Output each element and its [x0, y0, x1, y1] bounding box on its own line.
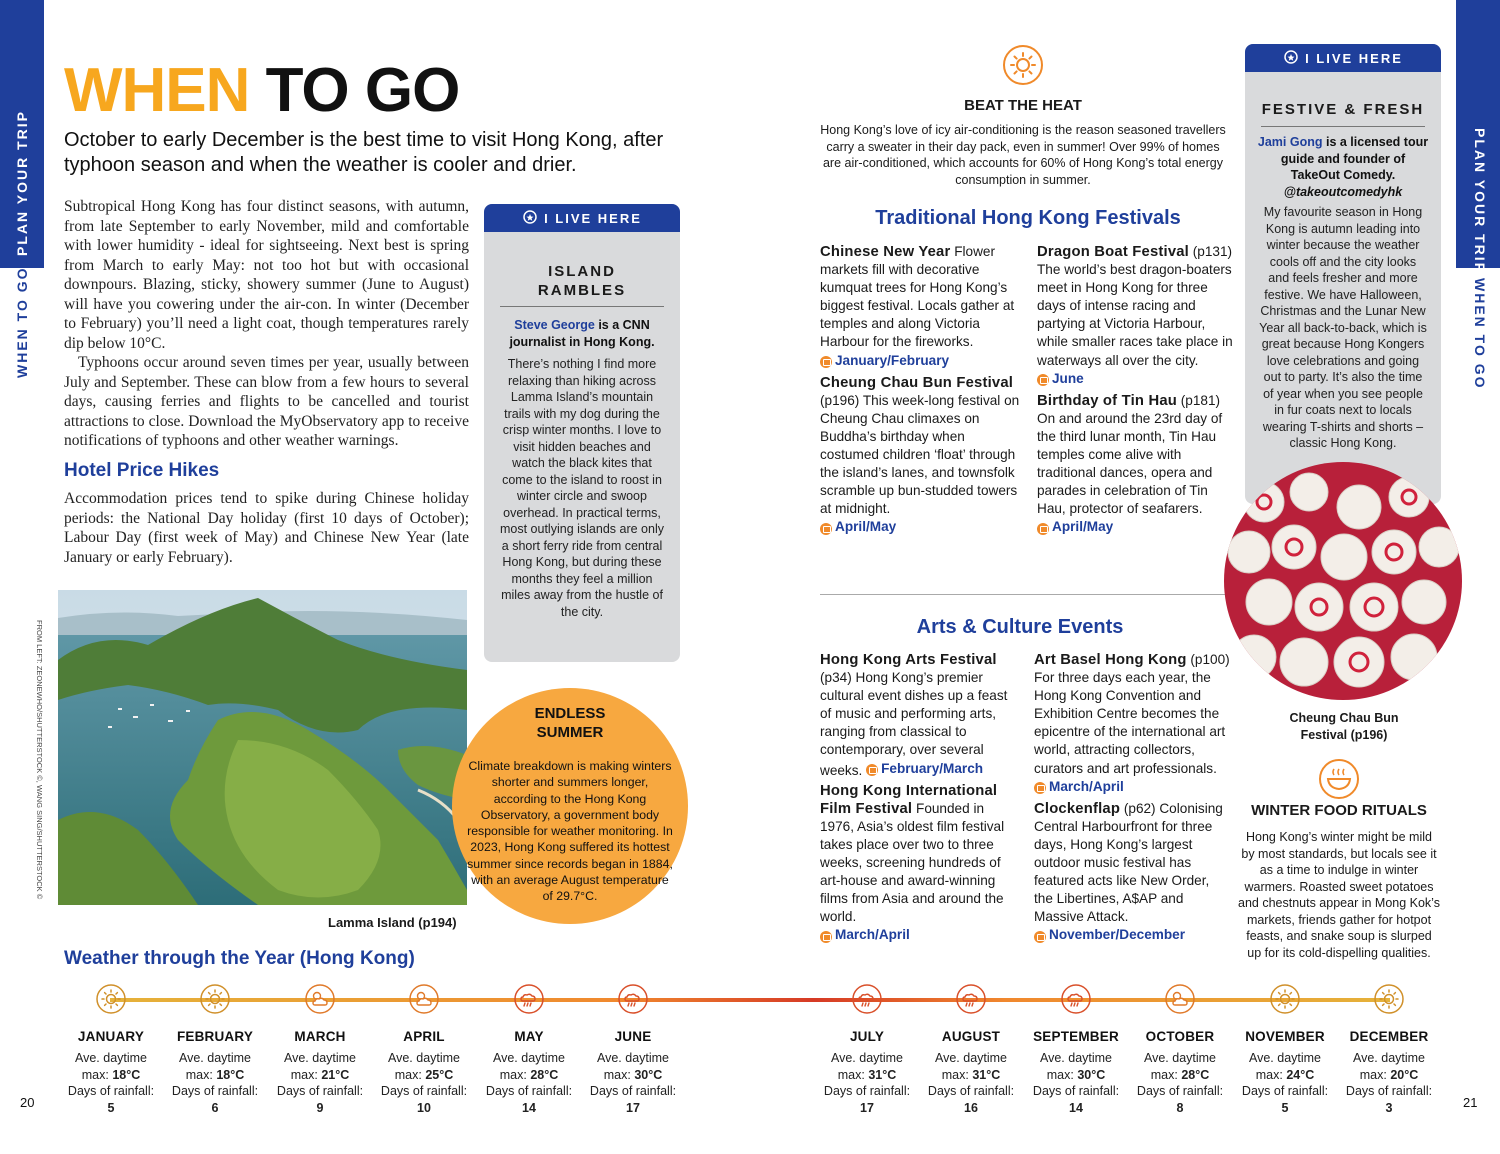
calendar-icon	[866, 764, 878, 776]
side-tab-plan-label: PLAN YOUR TRIP	[14, 110, 30, 256]
festival-when	[820, 518, 896, 536]
rain-label: Days of rainfall:	[1032, 1084, 1120, 1098]
event-date: November/December	[1049, 927, 1185, 943]
weather-month-march	[265, 984, 375, 1116]
contributor-name: Steve George	[514, 318, 595, 332]
title-line: RAMBLES	[537, 282, 627, 299]
month-name: JUNE	[614, 1029, 652, 1044]
month-temp: 28°C	[530, 1067, 559, 1082]
event-date: March/April	[1049, 778, 1124, 794]
contributor-handle: @takeoutcomedyhk	[1283, 184, 1403, 199]
calendar-icon	[1034, 782, 1046, 794]
soup-bowl-icon	[1318, 758, 1360, 800]
month-stats	[369, 1050, 479, 1116]
month-stats	[56, 1050, 166, 1116]
month-name: APRIL	[403, 1029, 445, 1044]
month-temp: 24°C	[1286, 1067, 1315, 1082]
temp-label-max: max:	[499, 1067, 531, 1082]
rain-icon	[852, 984, 882, 1014]
temp-label: Ave. daytime	[178, 1051, 252, 1065]
month-temp: 28°C	[1181, 1067, 1210, 1082]
body-text	[64, 197, 469, 451]
bun-festival-caption: Cheung Chau Bun Festival (p196)	[1289, 711, 1399, 742]
byline-text: is a licensed tour guide and founder of TakeOut Comedy.	[1280, 135, 1429, 182]
event-name: Hong Kong Arts Festival	[820, 652, 997, 668]
month-rain-days: 14	[1069, 1100, 1083, 1115]
festival-entry	[1037, 243, 1237, 390]
festival-date: June	[1052, 370, 1084, 386]
temp-label-max: max:	[1359, 1067, 1391, 1082]
month-rain-days: 16	[964, 1100, 978, 1115]
festival-name: Chinese New Year	[820, 244, 951, 260]
rain-icon	[956, 984, 986, 1014]
temp-label-max: max:	[290, 1067, 322, 1082]
rain-icon	[514, 984, 544, 1014]
lamma-caption: Lamma Island (p194)	[328, 915, 457, 930]
month-stats	[1334, 1050, 1444, 1116]
sun-cloud-icon	[305, 984, 335, 1014]
body-paragraph: Typhoons occur around seven times per year, usually between July and September. These can blow from a few hours to several days, causing ferries and flights to be cancelled and tourist attractions to close. Download the MyObservatory app to receive notifications of typhoons and other weather warnings.	[64, 354, 469, 449]
month-stats	[1230, 1050, 1340, 1116]
month-temp: 30°C	[1077, 1067, 1106, 1082]
contributor-quote: My favourite season in Hong Kong is autumn leading into winter because the weather cools off and the city looks and feels fresher and more festive. We have Halloween, Christmas and the Lunar New Year all back-to-back, which is great because Hong Kongers love celebrations and going out to party. It’s also the time of year when you see people in fur coats next to locals wearing T-shirts and shorts – classic Hong Kong.	[1259, 205, 1427, 450]
temp-label: Ave. daytime	[387, 1051, 461, 1065]
temp-label-max: max:	[394, 1067, 426, 1082]
month-stats	[812, 1050, 922, 1116]
festival-entry	[820, 243, 1020, 372]
event-entry	[820, 651, 1018, 780]
festivals-column-2	[1037, 243, 1237, 541]
weather-month-june	[578, 984, 688, 1116]
temp-label: Ave. daytime	[1352, 1051, 1426, 1065]
rain-label: Days of rainfall:	[276, 1084, 364, 1098]
weather-month-december	[1334, 984, 1444, 1116]
month-name: OCTOBER	[1145, 1029, 1215, 1044]
event-entry	[1034, 651, 1230, 798]
event-desc: (p34) Hong Kong’s premier cultural event dishes up a feast of music and performing arts, ranging from classical to contemporary, over several weeks.	[820, 670, 1008, 778]
sun-icon	[1002, 44, 1044, 86]
month-name: JULY	[849, 1029, 885, 1044]
month-temp: 30°C	[634, 1067, 663, 1082]
event-date: March/April	[835, 927, 910, 943]
page-number-right: 21	[1463, 1095, 1478, 1110]
rain-label: Days of rainfall:	[1345, 1084, 1433, 1098]
rain-label: Days of rainfall:	[927, 1084, 1015, 1098]
festival-when	[1037, 370, 1084, 388]
hotel-heading: Hotel Price Hikes	[64, 460, 220, 481]
month-stats	[474, 1050, 584, 1116]
event-when	[1034, 926, 1185, 944]
location-pin-icon	[522, 210, 538, 226]
temp-label-max: max:	[185, 1067, 217, 1082]
contributor-quote: There’s nothing I find more relaxing than hiking across Lamma Island’s mountain trails with my dog during the crisp winter months. I love to visit hidden beaches and watch the black kites that come to the island to roost in winter circle and swoop overhead. In practical terms, most outlying islands are only a short ferry ride from central Hong Kong, but during these months they feel a million miles away from the hustle of the city.	[500, 357, 664, 619]
endless-title	[452, 704, 688, 742]
month-rain-days: 14	[522, 1100, 536, 1115]
temp-label: Ave. daytime	[1039, 1051, 1113, 1065]
month-stats	[1125, 1050, 1235, 1116]
rain-label: Days of rainfall:	[589, 1084, 677, 1098]
right-side-tab	[1456, 0, 1500, 1154]
festival-date: April/May	[1052, 519, 1114, 535]
contributor-name: Jami Gong	[1257, 135, 1323, 149]
sun-icon	[1270, 984, 1300, 1014]
month-temp: 31°C	[972, 1067, 1001, 1082]
month-rain-days: 6	[211, 1100, 219, 1115]
weather-heading: Weather through the Year (Hong Kong)	[64, 948, 415, 969]
i-live-here-banner	[1245, 44, 1441, 72]
rain-icon	[618, 984, 648, 1014]
temp-label: Ave. daytime	[492, 1051, 566, 1065]
month-name: DECEMBER	[1349, 1029, 1429, 1044]
month-temp: 21°C	[321, 1067, 350, 1082]
calendar-icon	[1037, 523, 1049, 535]
rain-label: Days of rainfall:	[67, 1084, 155, 1098]
sun-icon	[96, 984, 126, 1014]
sun-cloud-icon	[1165, 984, 1195, 1014]
winter-food-title: WINTER FOOD RITUALS	[1251, 802, 1427, 819]
month-temp: 20°C	[1390, 1067, 1419, 1082]
weather-month-january	[56, 984, 166, 1116]
i-live-here-banner	[484, 204, 680, 232]
event-when	[1034, 778, 1124, 796]
winter-food-text: Hong Kong’s winter might be mild by most standards, but locals see it as a time to indulge in winter warmers. Roasted sweet potatoes and chestnuts appear in Mong Kok’s markets, friends gather for hotpot feasts, and snake soup is slurped up for its cold-dispelling qualities.	[1238, 830, 1440, 960]
festival-desc: Flower markets fill with decorative kumquat trees for Hong Kong’s biggest festival. Locals gather at temples and along Victoria Harbour for the fireworks.	[820, 244, 1015, 350]
month-temp: 25°C	[425, 1067, 454, 1082]
calendar-icon	[1037, 374, 1049, 386]
side-tab-section-label: WHEN TO GO	[14, 266, 30, 378]
weather-month-august	[916, 984, 1026, 1116]
page-title	[64, 56, 459, 126]
festival-desc: (p181) On and around the 23rd day of the third lunar month, Tin Hau temples come alive with traditional dances, opera and parades in celebration of Tin Hau, protector of seafarers.	[1037, 392, 1223, 517]
rain-label: Days of rainfall:	[1136, 1084, 1224, 1098]
box-title	[484, 262, 680, 300]
festival-entry	[820, 374, 1020, 539]
festival-when	[820, 352, 949, 370]
temp-label-max: max:	[81, 1067, 113, 1082]
body-paragraph: Subtropical Hong Kong has four distinct seasons, with autumn, from late September to early November, mild and comfortable with lower humidity - ideal for sightseeing. Next best is spring from March to early May: not too hot but with occasional downpours. Blazing, sticky, showery summer (June to August) will have you cowering under the air-con. In winter (December to February) you’ll need a light coat, though temperatures rarely dip below 10°C.	[64, 198, 469, 352]
banner-label: I LIVE HERE	[1305, 50, 1403, 66]
month-stats	[916, 1050, 1026, 1116]
location-pin-icon	[1283, 50, 1299, 66]
event-entry	[1034, 800, 1230, 947]
temp-label: Ave. daytime	[1143, 1051, 1217, 1065]
month-rain-days: 9	[316, 1100, 324, 1115]
byline-text: is a CNN journalist in Hong Kong.	[509, 318, 655, 349]
temp-label: Ave. daytime	[283, 1051, 357, 1065]
temp-label: Ave. daytime	[1248, 1051, 1322, 1065]
festival-date: April/May	[835, 519, 897, 535]
box-title: FESTIVE & FRESH	[1261, 101, 1425, 118]
endless-text: Climate breakdown is making winters shorter and summers longer, according to the Hong Kong Observatory, a government body responsible for weather monitoring. In 2023, Hong Kong suffered its hottest summer since records began in 1884, with an average August temperature of 29.7°C.	[467, 759, 673, 904]
rain-label: Days of rainfall:	[1241, 1084, 1329, 1098]
calendar-icon	[820, 356, 832, 368]
festivals-heading: Traditional Hong Kong Festivals	[875, 207, 1181, 229]
temp-label-max: max:	[941, 1067, 973, 1082]
calendar-icon	[820, 523, 832, 535]
lamma-island-photo	[58, 590, 467, 905]
festival-date: January/February	[835, 352, 950, 368]
weather-month-february	[160, 984, 270, 1116]
month-name: NOVEMBER	[1245, 1029, 1325, 1044]
month-rain-days: 17	[860, 1100, 874, 1115]
title-line: SUMMER	[536, 724, 604, 741]
cheung-chau-bun-photo	[1224, 462, 1462, 700]
temp-label: Ave. daytime	[830, 1051, 904, 1065]
contributor-byline	[1257, 134, 1429, 200]
month-rain-days: 5	[107, 1100, 115, 1115]
event-desc: Founded in 1976, Asia’s oldest film festival takes place over two to three weeks, screening hundreds of art-house and award-winning films from Asia and around the world.	[820, 800, 1005, 925]
i-live-here-festive-fresh	[1245, 44, 1441, 504]
photo-credit: FROM LEFT: ZEONEWHO/SHUTTERSTOCK ©, WANG SING/SHUTTERSTOCK ©	[35, 620, 44, 900]
weather-month-september	[1021, 984, 1131, 1116]
month-name: SEPTEMBER	[1033, 1029, 1119, 1044]
rain-icon	[1061, 984, 1091, 1014]
title-part-2: TO GO	[249, 56, 460, 125]
sun-icon	[1374, 984, 1404, 1014]
festival-desc: (p196) This week-long festival on Cheung Chau climaxes on Buddha’s birthday when costumed children ‘float’ through the island’s lanes, and townsfolk scramble up bun-studded towers at midnight.	[820, 392, 1020, 517]
title-line: ENDLESS	[534, 705, 606, 722]
event-desc: (p62) Colonising Central Harbourfront for three days, Hong Kong’s largest outdoor music festival has featured acts like New Order, the Libertines, A$AP and Massive Attack.	[1034, 800, 1223, 925]
contributor-byline	[496, 317, 668, 350]
rain-label: Days of rainfall:	[823, 1084, 911, 1098]
event-name: Hong Kong International Film Festival	[820, 782, 998, 817]
month-rain-days: 3	[1385, 1100, 1393, 1115]
left-side-tab	[0, 0, 44, 1154]
banner-label: I LIVE HERE	[544, 210, 642, 226]
calendar-icon	[820, 931, 832, 943]
page-number-left: 20	[20, 1095, 35, 1110]
intro-text: October to early December is the best time to visit Hong Kong, after typhoon season and when the weather is cooler and drier.	[64, 129, 664, 176]
festival-desc: (p131) The world’s best dragon-boaters meet in Hong Kong for three days of intense racing and partying at Victoria Harbour, while smaller races take place in waterways all over the city.	[1037, 244, 1233, 368]
temp-label: Ave. daytime	[934, 1051, 1008, 1065]
month-stats	[265, 1050, 375, 1116]
weather-month-july	[812, 984, 922, 1116]
title-line: ISLAND	[548, 263, 616, 280]
divider	[500, 306, 664, 307]
temp-label-max: max:	[1046, 1067, 1078, 1082]
month-name: MAY	[514, 1029, 544, 1044]
month-stats	[578, 1050, 688, 1116]
month-name: JANUARY	[77, 1029, 145, 1044]
hotel-text: Accommodation prices tend to spike during Chinese holiday periods: the National Day holiday (first 10 days of October); Labour Day (first week of May) and Chinese New Year (late January or early February).	[64, 490, 469, 566]
sun-icon	[200, 984, 230, 1014]
month-name: AUGUST	[941, 1029, 1001, 1044]
title-part-1: WHEN	[64, 56, 250, 125]
beat-the-heat-title: BEAT THE HEAT	[964, 97, 1082, 114]
month-stats	[1021, 1050, 1131, 1116]
month-rain-days: 8	[1176, 1100, 1184, 1115]
event-when	[820, 926, 910, 944]
festivals-column-1	[820, 243, 1020, 541]
month-name: FEBRUARY	[176, 1029, 254, 1044]
arts-column-2	[1034, 651, 1230, 949]
sun-cloud-icon	[409, 984, 439, 1014]
endless-summer-circle	[452, 688, 688, 924]
temp-label-max: max:	[837, 1067, 869, 1082]
calendar-icon	[1034, 931, 1046, 943]
month-temp: 18°C	[112, 1067, 141, 1082]
event-name: Art Basel Hong Kong	[1034, 652, 1187, 668]
event-desc: (p100) For three days each year, the Hong Kong Convention and Exhibition Centre becomes the epicentre of the international art world, attracting collectors, curators and art professionals.	[1034, 652, 1230, 776]
event-date: February/March	[881, 760, 984, 776]
beat-the-heat-text: Hong Kong’s love of icy air-conditioning is the reason seasoned travellers carry a sweater in their day pack, even in summer! Over 99% of homes are air-conditioned, which accounts for 60% of Hong Kong’s total energy consumption in summer.	[820, 123, 1226, 188]
event-entry	[820, 782, 1018, 947]
month-rain-days: 17	[626, 1100, 640, 1115]
month-rain-days: 10	[417, 1100, 431, 1115]
festival-name: Birthday of Tin Hau	[1037, 392, 1177, 409]
arts-column-1	[820, 651, 1018, 949]
month-name: MARCH	[294, 1029, 346, 1044]
month-rain-days: 5	[1281, 1100, 1289, 1115]
temp-label-max: max:	[1255, 1067, 1287, 1082]
weather-month-may	[474, 984, 584, 1116]
weather-month-november	[1230, 984, 1340, 1116]
weather-month-april	[369, 984, 479, 1116]
month-temp: 31°C	[868, 1067, 897, 1082]
rain-label: Days of rainfall:	[485, 1084, 573, 1098]
festival-name: Cheung Chau Bun Festival	[820, 374, 1014, 391]
month-temp: 18°C	[216, 1067, 245, 1082]
rain-label: Days of rainfall:	[380, 1084, 468, 1098]
section-divider	[820, 594, 1236, 595]
side-tab-plan-label: PLAN YOUR TRIP	[1472, 128, 1488, 274]
rain-label: Days of rainfall:	[171, 1084, 259, 1098]
month-stats	[160, 1050, 270, 1116]
weather-month-october	[1125, 984, 1235, 1116]
i-live-here-island-rambles	[484, 204, 680, 662]
divider	[1261, 126, 1425, 127]
side-tab-section-label: WHEN TO GO	[1472, 278, 1488, 390]
temp-label: Ave. daytime	[596, 1051, 670, 1065]
festival-when	[1037, 518, 1113, 536]
temp-label-max: max:	[603, 1067, 635, 1082]
arts-heading: Arts & Culture Events	[916, 616, 1124, 638]
event-when	[866, 760, 983, 778]
event-name: Clockenflap	[1034, 800, 1121, 817]
temp-label-max: max:	[1150, 1067, 1182, 1082]
festival-entry	[1037, 392, 1237, 539]
temp-label: Ave. daytime	[74, 1051, 148, 1065]
festival-name: Dragon Boat Festival	[1037, 244, 1189, 260]
